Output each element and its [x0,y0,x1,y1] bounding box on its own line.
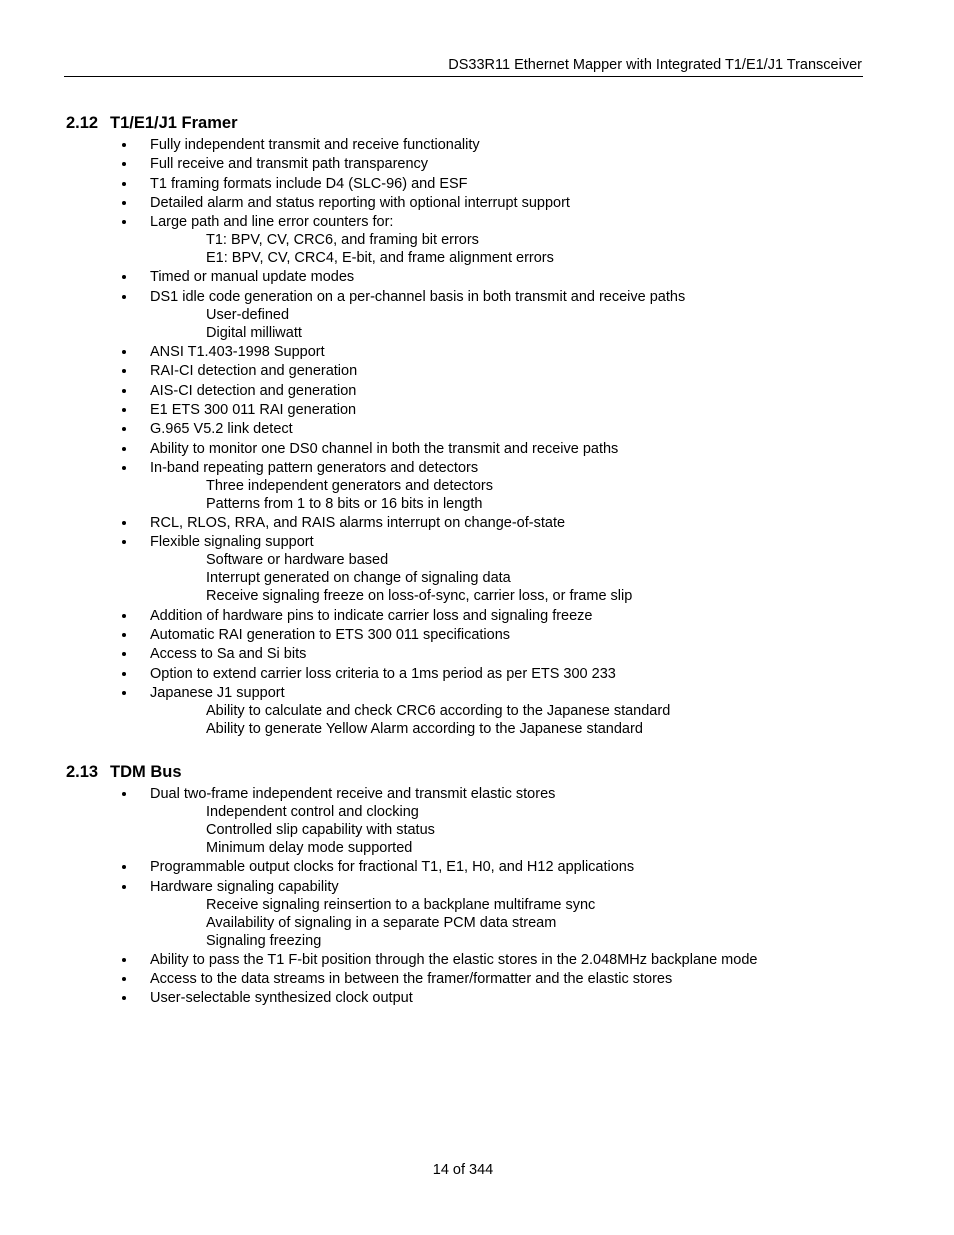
section-t1-e1-j1-framer [66,112,866,738]
page-number: 14 of 344 [432,1162,494,1178]
list-item-text: User-selectable synthesized clock output [150,990,413,1007]
list-item-text: ANSI T1.403-1998 Support [150,344,325,361]
list-item-text: Timed or manual update modes [150,269,355,286]
sub-item-list [150,551,866,605]
list-item-text: AIS-CI detection and generation [150,382,357,399]
page-body [66,112,866,1009]
sub-item: Signaling freezing [206,932,322,949]
sub-item: Ability to calculate and check CRC6 according to the Japanese standard [206,702,671,719]
list-item [66,878,866,950]
list-item [66,288,866,342]
list-item-text: RCL, RLOS, RRA, and RAIS alarms interrupt on change-of-state [150,515,566,532]
list-item [66,175,866,193]
sub-item: Independent control and clocking [206,803,419,820]
list-item-text: G.965 V5.2 link detect [150,421,293,438]
list-item-text: Addition of hardware pins to indicate carrier loss and signaling freeze [150,607,593,624]
sub-item-list [150,231,866,267]
feature-list [66,136,866,738]
list-item-text: Access to Sa and Si bits [150,646,307,663]
list-item-text: DS1 idle code generation on a per-channel basis in both transmit and receive paths [150,288,686,305]
sub-item-list [150,702,866,738]
sub-item-list [150,306,866,342]
list-item [66,440,866,458]
section-title: T1/E1/J1 Framer [110,114,238,132]
section-number: 2.12 [66,114,99,132]
sub-item: Receive signaling freeze on loss-of-sync, carrier loss, or frame slip [206,588,633,605]
list-item [66,194,866,212]
list-item [66,343,866,361]
section-heading [66,112,866,134]
list-item-text: T1 framing formats include D4 (SLC-96) and ESF [150,175,468,192]
list-item [66,213,866,267]
sub-item: Minimum delay mode supported [206,839,413,856]
sub-item-list [150,896,866,950]
list-item-text: RAI-CI detection and generation [150,363,358,380]
sub-item: Three independent generators and detectors [206,477,493,494]
sub-item: Software or hardware based [206,552,389,569]
sub-item: User-defined [206,306,290,323]
section-number: 2.13 [66,762,99,781]
list-item-text: Dual two-frame independent receive and transmit elastic stores [150,785,556,802]
list-item [66,858,866,876]
sub-item: Interrupt generated on change of signaling data [206,570,511,587]
sub-item: E1: BPV, CV, CRC4, E-bit, and frame alignment errors [206,250,554,267]
feature-list [66,785,866,1007]
sub-item: Receive signaling reinsertion to a backplane multiframe sync [206,896,596,913]
list-item-text: In-band repeating pattern generators and detectors [150,459,479,476]
list-item [66,645,866,663]
list-item [66,989,866,1007]
list-item [66,362,866,380]
list-item [66,155,866,173]
list-item-text: Ability to monitor one DS0 channel in both the transmit and receive paths [150,440,619,457]
sub-item: Patterns from 1 to 8 bits or 16 bits in length [206,495,483,512]
list-item-text: Flexible signaling support [150,534,314,551]
header-rule [64,76,863,77]
list-item [66,533,866,605]
sub-item: Availability of signaling in a separate PCM data stream [206,914,557,931]
sub-item: Ability to generate Yellow Alarm according to the Japanese standard [206,720,643,737]
list-item [66,626,866,644]
list-item [66,665,866,683]
sub-item-list [150,803,866,857]
list-item [66,951,866,969]
list-item-text: Programmable output clocks for fractional T1, E1, H0, and H12 applications [150,859,635,876]
section-heading [66,761,866,783]
list-item-text: Full receive and transmit path transparency [150,156,429,173]
sub-item: Controlled slip capability with status [206,821,435,838]
list-item [66,136,866,154]
list-item-text: Fully independent transmit and receive functionality [150,137,480,153]
document-header: DS33R11 Ethernet Mapper with Integrated T1/E1/J1 Transceiver [448,57,862,73]
list-item-text: Access to the data streams in between the framer/formatter and the elastic stores [150,971,673,988]
list-item [66,420,866,438]
list-item-text: Japanese J1 support [150,684,285,701]
list-item [66,459,866,513]
list-item-text: Ability to pass the T1 F-bit position through the elastic stores in the 2.048MHz backplane mode [150,951,758,968]
list-item [66,970,866,988]
sub-item-list [150,477,866,513]
list-item [66,785,866,857]
list-item-text: Automatic RAI generation to ETS 300 011 specifications [150,627,511,644]
list-item [66,382,866,400]
list-item [66,514,866,532]
sub-item: T1: BPV, CV, CRC6, and framing bit errors [206,232,479,249]
sub-item: Digital milliwatt [206,324,302,341]
list-item-text: E1 ETS 300 011 RAI generation [150,401,357,418]
list-item-text: Detailed alarm and status reporting with optional interrupt support [150,194,570,211]
list-item [66,268,866,286]
section-tdm-bus [66,761,866,1007]
list-item-text: Option to extend carrier loss criteria to a 1ms period as per ETS 300 233 [150,665,616,682]
list-item [66,401,866,419]
list-item [66,607,866,625]
list-item-text: Large path and line error counters for: [150,214,394,231]
section-title: TDM Bus [110,762,182,781]
list-item [66,684,866,738]
list-item-text: Hardware signaling capability [150,878,339,895]
